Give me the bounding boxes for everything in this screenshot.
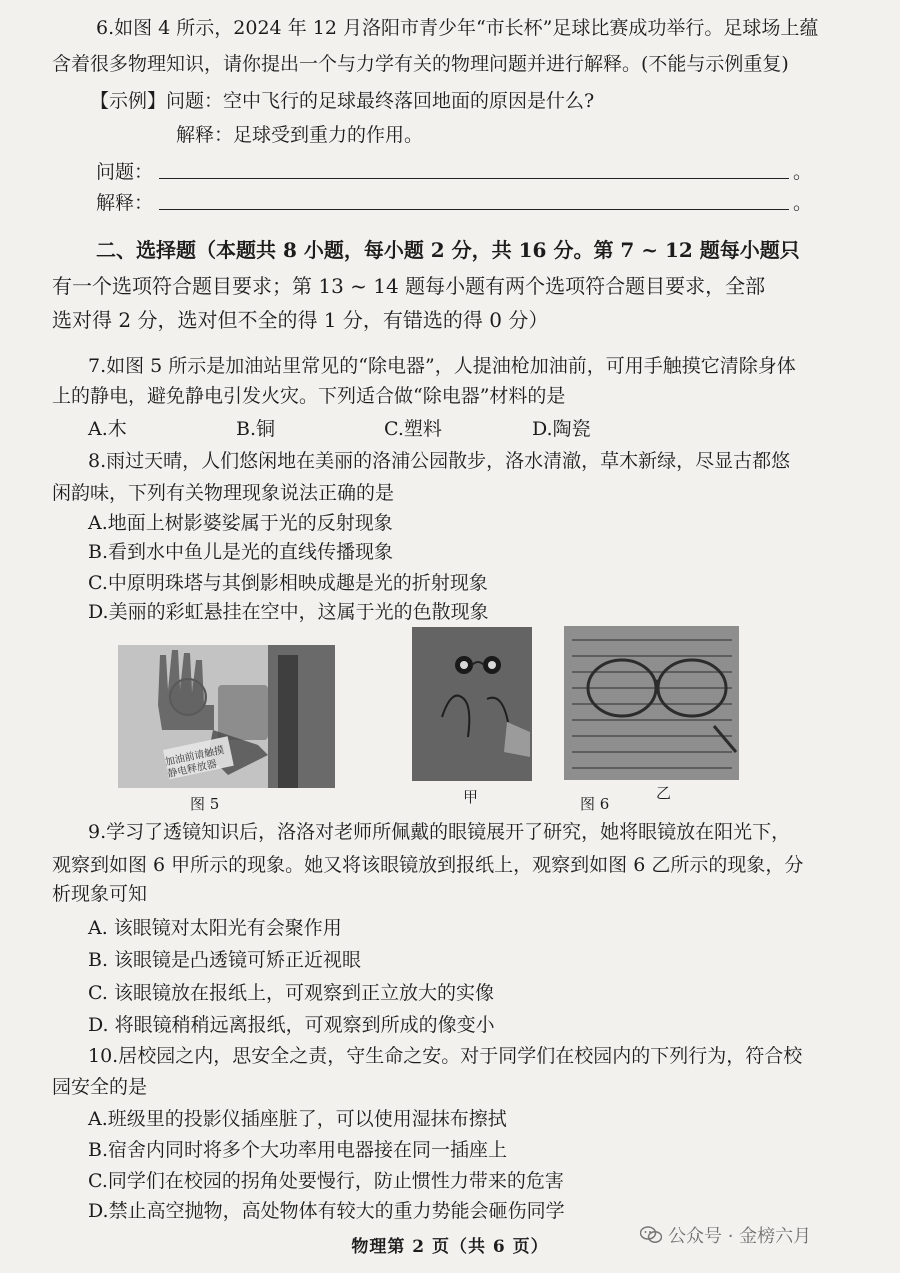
figure-5-caption: 图 5 <box>190 795 220 813</box>
page-footer: 物理第 2 页（共 6 页） <box>351 1237 549 1257</box>
q7-option-d[interactable]: D.陶瓷 <box>532 418 591 440</box>
q6-example-question: 【示例】问题：空中飞行的足球最终落回地面的原因是什么? <box>90 90 595 112</box>
q7-options <box>88 415 888 443</box>
figure-6a-glasses-sunlight-photo <box>412 627 532 781</box>
q8-line2: 闲韵味，下列有关物理现象说法正确的是 <box>52 482 395 504</box>
figure-6-caption: 图 6 <box>580 795 610 813</box>
q10-line2: 园安全的是 <box>52 1076 148 1098</box>
q9-option-b[interactable]: B. 该眼镜是凸透镜可矫正近视眼 <box>88 949 362 971</box>
q9-option-a[interactable]: A. 该眼镜对太阳光有会聚作用 <box>88 917 342 939</box>
q6-explain-label: 解释： <box>96 192 154 214</box>
q6-answer-explain-row <box>96 189 896 217</box>
q6-question-blank[interactable] <box>159 178 789 179</box>
figure-6a-label: 甲 <box>463 788 479 806</box>
q6-question-end: 。 <box>793 161 813 183</box>
q10-option-d[interactable]: D.禁止高空抛物，高处物体有较大的重力势能会砸伤同学 <box>88 1200 565 1222</box>
q6-example-answer: 解释：足球受到重力的作用。 <box>176 124 424 146</box>
figure-6b-glasses-newspaper-photo <box>564 626 739 780</box>
figure-6b-illustration <box>564 626 739 780</box>
q7-line1: 7.如图 5 所示是加油站里常见的“除电器”，人提油枪加油前，可用手触摸它清除身体 <box>88 355 796 377</box>
q6-line1: 6.如图 4 所示，2024 年 12 月洛阳市青少年“市长杯”足球比赛成功举行。足球场上蕴 <box>96 17 819 39</box>
q8-option-a[interactable]: A.地面上树影婆娑属于光的反射现象 <box>88 512 393 534</box>
section2-line1: 二、选择题（本题共 8 小题，每小题 2 分，共 16 分。第 7 ~ 12 题每小题只 <box>96 238 800 262</box>
q7-line2: 上的静电，避免静电引发火灾。下列适合做“除电器”材料的是 <box>52 385 566 407</box>
q7-option-a[interactable]: A.木 <box>88 418 127 440</box>
q6-explain-blank[interactable] <box>159 209 789 210</box>
q6-question-label: 问题： <box>96 161 154 183</box>
q10-option-a[interactable]: A.班级里的投影仪插座脏了，可以使用湿抹布擦拭 <box>88 1108 507 1130</box>
section2-line2: 有一个选项符合题目要求；第 13 ~ 14 题每小题有两个选项符合题目要求，全部 <box>52 274 766 298</box>
watermark-text: 公众号 · 金榜六月 <box>668 1226 812 1247</box>
figure-6a-illustration <box>412 627 532 781</box>
q9-line2: 观察到如图 6 甲所示的现象。她又将该眼镜放到报纸上，观察到如图 6 乙所示的现象，分 <box>52 854 804 876</box>
figure-5-static-remover-photo <box>118 645 335 788</box>
q10-option-b[interactable]: B.宿舍内同时将多个大功率用电器接在同一插座上 <box>88 1139 508 1161</box>
q10-option-c[interactable]: C.同学们在校园的拐角处要慢行，防止惯性力带来的危害 <box>88 1170 564 1192</box>
q6-line2: 含着很多物理知识，请你提出一个与力学有关的物理问题并进行解释。(不能与示例重复) <box>52 53 789 75</box>
q7-option-b[interactable]: B.铜 <box>236 418 276 440</box>
q9-option-d[interactable]: D. 将眼镜稍稍远离报纸，可观察到所成的像变小 <box>88 1014 495 1036</box>
watermark <box>640 1222 811 1248</box>
section2-line3: 选对得 2 分，选对但不全的得 1 分，有错选的得 0 分） <box>52 308 549 332</box>
q7-option-c[interactable]: C.塑料 <box>384 418 442 440</box>
q6-answer-question-row <box>96 158 896 186</box>
q8-option-c[interactable]: C.中原明珠塔与其倒影相映成趣是光的折射现象 <box>88 572 488 594</box>
q8-option-b[interactable]: B.看到水中鱼儿是光的直线传播现象 <box>88 541 394 563</box>
q8-option-d[interactable]: D.美丽的彩虹悬挂在空中，这属于光的色散现象 <box>88 601 489 623</box>
wechat-icon <box>640 1226 662 1244</box>
q9-line3: 析现象可知 <box>52 883 148 905</box>
q9-line1: 9.学习了透镜知识后，洛洛对老师所佩戴的眼镜展开了研究，她将眼镜放在阳光下， <box>88 821 791 843</box>
figure-6b-label: 乙 <box>656 784 672 802</box>
q6-explain-end: 。 <box>793 192 813 214</box>
q9-option-c[interactable]: C. 该眼镜放在报纸上，可观察到正立放大的实像 <box>88 982 494 1004</box>
q8-line1: 8.雨过天晴，人们悠闲地在美丽的洛浦公园散步，洛水清澈，草木新绿，尽显古都悠 <box>88 450 791 472</box>
figure-5-sign-text: 加油前请触摸 静电释放器 <box>164 745 226 780</box>
q10-line1: 10.居校园之内，思安全之责，守生命之安。对于同学们在校园内的下列行为，符合校 <box>88 1045 803 1067</box>
